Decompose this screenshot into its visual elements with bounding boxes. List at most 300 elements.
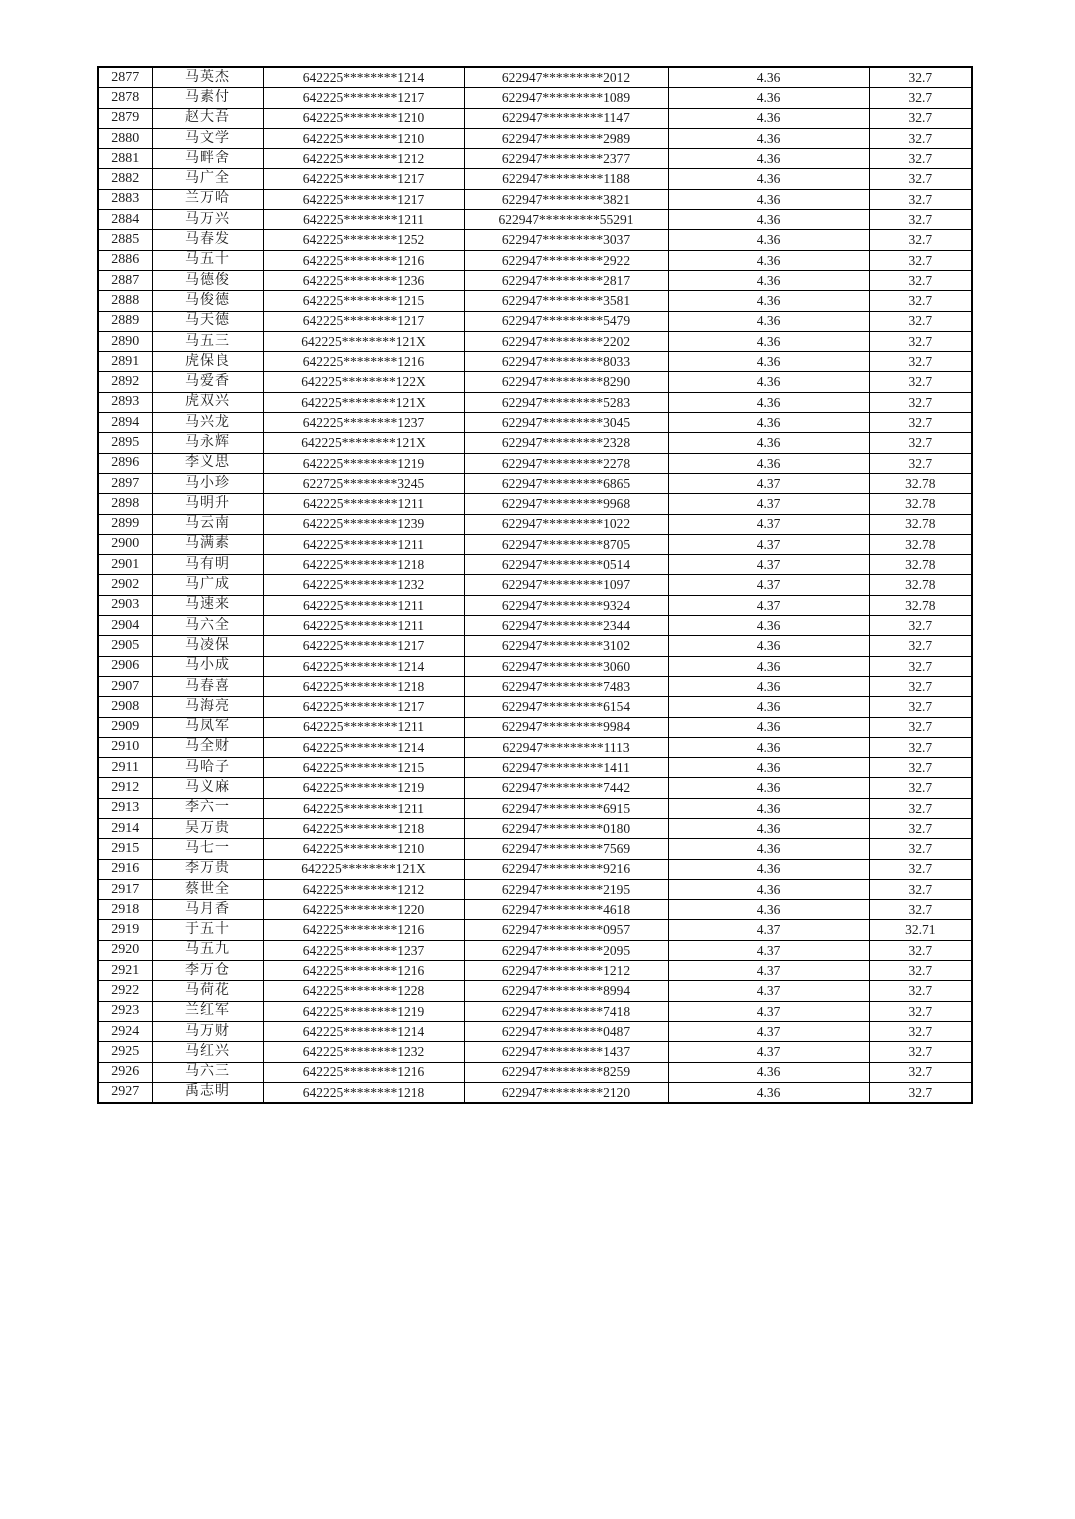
table-row xyxy=(98,900,972,920)
cell-card-number: 622947*********2120 xyxy=(464,1082,668,1103)
cell-value1: 4.36 xyxy=(668,839,869,859)
cell-card-number: 622947*********6915 xyxy=(464,798,668,818)
cell-seq: 2888 xyxy=(98,291,152,311)
cell-id-number: 642225********1237 xyxy=(263,413,464,433)
cell-card-number: 622947*********1188 xyxy=(464,169,668,189)
cell-id-number: 642225********1214 xyxy=(263,67,464,88)
cell-id-number: 642225********1228 xyxy=(263,981,464,1001)
cell-id-number: 642225********1219 xyxy=(263,453,464,473)
cell-name: 马六全 xyxy=(152,616,263,636)
cell-value1: 4.37 xyxy=(668,961,869,981)
cell-card-number: 622947*********2989 xyxy=(464,128,668,148)
cell-value1: 4.37 xyxy=(668,1001,869,1021)
table-row xyxy=(98,128,972,148)
table-row xyxy=(98,210,972,230)
cell-value1: 4.36 xyxy=(668,798,869,818)
cell-card-number: 622947*********3581 xyxy=(464,291,668,311)
cell-value1: 4.37 xyxy=(668,514,869,534)
cell-id-number: 642225********1211 xyxy=(263,494,464,514)
cell-value2: 32.7 xyxy=(869,798,972,818)
cell-value2: 32.7 xyxy=(869,453,972,473)
cell-value1: 4.37 xyxy=(668,981,869,1001)
cell-id-number: 642225********1217 xyxy=(263,311,464,331)
cell-name: 李万仓 xyxy=(152,961,263,981)
table-row xyxy=(98,575,972,595)
cell-value2: 32.7 xyxy=(869,291,972,311)
cell-value2: 32.7 xyxy=(869,1062,972,1082)
cell-value2: 32.7 xyxy=(869,88,972,108)
cell-id-number: 642225********1217 xyxy=(263,697,464,717)
cell-value1: 4.36 xyxy=(668,758,869,778)
cell-value2: 32.7 xyxy=(869,778,972,798)
table-row xyxy=(98,372,972,392)
cell-value2: 32.7 xyxy=(869,128,972,148)
cell-seq: 2918 xyxy=(98,900,152,920)
cell-seq: 2922 xyxy=(98,981,152,1001)
table-row xyxy=(98,758,972,778)
cell-name: 马五十 xyxy=(152,250,263,270)
cell-seq: 2910 xyxy=(98,737,152,757)
cell-card-number: 622947*********1411 xyxy=(464,758,668,778)
cell-id-number: 642225********1216 xyxy=(263,961,464,981)
cell-value2: 32.7 xyxy=(869,839,972,859)
table-row xyxy=(98,67,972,88)
cell-value2: 32.7 xyxy=(869,392,972,412)
cell-seq: 2925 xyxy=(98,1042,152,1062)
cell-card-number: 622947*********5479 xyxy=(464,311,668,331)
cell-seq: 2880 xyxy=(98,128,152,148)
cell-id-number: 642225********1219 xyxy=(263,1001,464,1021)
cell-value1: 4.37 xyxy=(668,534,869,554)
cell-card-number: 622947*********7418 xyxy=(464,1001,668,1021)
cell-seq: 2919 xyxy=(98,920,152,940)
cell-id-number: 642225********1211 xyxy=(263,798,464,818)
cell-id-number: 642225********1217 xyxy=(263,169,464,189)
cell-id-number: 642225********1214 xyxy=(263,656,464,676)
cell-value2: 32.7 xyxy=(869,372,972,392)
table-row xyxy=(98,676,972,696)
cell-value1: 4.36 xyxy=(668,616,869,636)
cell-id-number: 642225********1211 xyxy=(263,717,464,737)
table-row xyxy=(98,940,972,960)
cell-name: 李万贵 xyxy=(152,859,263,879)
cell-value1: 4.36 xyxy=(668,900,869,920)
cell-value1: 4.36 xyxy=(668,270,869,290)
table-row xyxy=(98,798,972,818)
cell-card-number: 622947*********4618 xyxy=(464,900,668,920)
cell-id-number: 642225********1218 xyxy=(263,555,464,575)
cell-id-number: 642225********1216 xyxy=(263,250,464,270)
table-row xyxy=(98,656,972,676)
table-row xyxy=(98,961,972,981)
cell-name: 赵大吾 xyxy=(152,108,263,128)
cell-value1: 4.36 xyxy=(668,717,869,737)
cell-name: 虎双兴 xyxy=(152,392,263,412)
cell-value1: 4.37 xyxy=(668,940,869,960)
cell-id-number: 622725********3245 xyxy=(263,473,464,493)
cell-card-number: 622947*********0957 xyxy=(464,920,668,940)
cell-id-number: 642225********1220 xyxy=(263,900,464,920)
cell-id-number: 642225********1236 xyxy=(263,270,464,290)
table-row xyxy=(98,88,972,108)
table-row xyxy=(98,737,972,757)
table-row xyxy=(98,352,972,372)
cell-name: 马满素 xyxy=(152,534,263,554)
cell-value1: 4.36 xyxy=(668,676,869,696)
cell-name: 马小珍 xyxy=(152,473,263,493)
cell-value1: 4.36 xyxy=(668,413,869,433)
cell-value2: 32.7 xyxy=(869,616,972,636)
table-row xyxy=(98,697,972,717)
cell-value2: 32.7 xyxy=(869,331,972,351)
cell-seq: 2927 xyxy=(98,1082,152,1103)
cell-card-number: 622947*********7442 xyxy=(464,778,668,798)
cell-id-number: 642225********1212 xyxy=(263,879,464,899)
cell-card-number: 622947*********2278 xyxy=(464,453,668,473)
cell-name: 马速来 xyxy=(152,595,263,615)
cell-id-number: 642225********1212 xyxy=(263,149,464,169)
cell-value2: 32.7 xyxy=(869,1082,972,1103)
cell-id-number: 642225********122X xyxy=(263,372,464,392)
cell-id-number: 642225********1219 xyxy=(263,778,464,798)
cell-seq: 2894 xyxy=(98,413,152,433)
cell-value1: 4.36 xyxy=(668,210,869,230)
cell-id-number: 642225********1217 xyxy=(263,189,464,209)
cell-value1: 4.36 xyxy=(668,189,869,209)
cell-card-number: 622947*********3821 xyxy=(464,189,668,209)
cell-name: 马凌保 xyxy=(152,636,263,656)
cell-value2: 32.78 xyxy=(869,595,972,615)
cell-card-number: 622947*********9968 xyxy=(464,494,668,514)
cell-value2: 32.7 xyxy=(869,270,972,290)
cell-seq: 2909 xyxy=(98,717,152,737)
cell-seq: 2923 xyxy=(98,1001,152,1021)
cell-name: 马天德 xyxy=(152,311,263,331)
cell-seq: 2879 xyxy=(98,108,152,128)
cell-id-number: 642225********121X xyxy=(263,433,464,453)
cell-seq: 2906 xyxy=(98,656,152,676)
table-row xyxy=(98,331,972,351)
cell-value1: 4.36 xyxy=(668,636,869,656)
cell-card-number: 622947*********3102 xyxy=(464,636,668,656)
cell-card-number: 622947*********0180 xyxy=(464,818,668,838)
table-row xyxy=(98,514,972,534)
cell-seq: 2884 xyxy=(98,210,152,230)
cell-id-number: 642225********1237 xyxy=(263,940,464,960)
cell-seq: 2886 xyxy=(98,250,152,270)
cell-name: 马有明 xyxy=(152,555,263,575)
cell-value2: 32.7 xyxy=(869,717,972,737)
cell-seq: 2902 xyxy=(98,575,152,595)
cell-id-number: 642225********1216 xyxy=(263,352,464,372)
cell-value1: 4.36 xyxy=(668,291,869,311)
cell-seq: 2881 xyxy=(98,149,152,169)
table-row xyxy=(98,1001,972,1021)
table-body xyxy=(98,67,972,1103)
cell-card-number: 622947*********2377 xyxy=(464,149,668,169)
cell-value2: 32.78 xyxy=(869,555,972,575)
table-row xyxy=(98,291,972,311)
cell-name: 马小成 xyxy=(152,656,263,676)
cell-name: 马广全 xyxy=(152,169,263,189)
cell-value1: 4.36 xyxy=(668,250,869,270)
cell-id-number: 642225********1232 xyxy=(263,1042,464,1062)
cell-name: 虎保良 xyxy=(152,352,263,372)
cell-value2: 32.71 xyxy=(869,920,972,940)
cell-seq: 2890 xyxy=(98,331,152,351)
table-row xyxy=(98,270,972,290)
cell-id-number: 642225********1211 xyxy=(263,616,464,636)
cell-id-number: 642225********1232 xyxy=(263,575,464,595)
cell-id-number: 642225********121X xyxy=(263,331,464,351)
table-row xyxy=(98,879,972,899)
cell-value2: 32.7 xyxy=(869,758,972,778)
cell-value2: 32.7 xyxy=(869,818,972,838)
cell-value2: 32.7 xyxy=(869,940,972,960)
cell-name: 马云南 xyxy=(152,514,263,534)
cell-value2: 32.7 xyxy=(869,108,972,128)
cell-value1: 4.36 xyxy=(668,1062,869,1082)
cell-name: 马七一 xyxy=(152,839,263,859)
cell-value1: 4.36 xyxy=(668,352,869,372)
cell-name: 兰万哈 xyxy=(152,189,263,209)
cell-name: 马哈子 xyxy=(152,758,263,778)
cell-id-number: 642225********1214 xyxy=(263,737,464,757)
cell-id-number: 642225********1215 xyxy=(263,758,464,778)
cell-seq: 2920 xyxy=(98,940,152,960)
cell-value1: 4.36 xyxy=(668,859,869,879)
table-row xyxy=(98,636,972,656)
cell-value2: 32.78 xyxy=(869,494,972,514)
cell-card-number: 622947*********9216 xyxy=(464,859,668,879)
cell-value2: 32.7 xyxy=(869,676,972,696)
cell-card-number: 622947*********8259 xyxy=(464,1062,668,1082)
cell-id-number: 642225********1252 xyxy=(263,230,464,250)
cell-card-number: 622947*********2012 xyxy=(464,67,668,88)
cell-card-number: 622947*********1022 xyxy=(464,514,668,534)
cell-value2: 32.7 xyxy=(869,697,972,717)
cell-card-number: 622947*********8290 xyxy=(464,372,668,392)
cell-id-number: 642225********1239 xyxy=(263,514,464,534)
cell-card-number: 622947*********6865 xyxy=(464,473,668,493)
cell-name: 马万兴 xyxy=(152,210,263,230)
cell-name: 马义麻 xyxy=(152,778,263,798)
cell-seq: 2889 xyxy=(98,311,152,331)
cell-seq: 2885 xyxy=(98,230,152,250)
cell-card-number: 622947*********2922 xyxy=(464,250,668,270)
cell-name: 马英杰 xyxy=(152,67,263,88)
cell-name: 蔡世全 xyxy=(152,879,263,899)
cell-name: 马全财 xyxy=(152,737,263,757)
cell-id-number: 642225********1216 xyxy=(263,920,464,940)
cell-seq: 2916 xyxy=(98,859,152,879)
cell-value2: 32.7 xyxy=(869,230,972,250)
cell-value2: 32.7 xyxy=(869,149,972,169)
cell-value2: 32.7 xyxy=(869,169,972,189)
cell-card-number: 622947*********7569 xyxy=(464,839,668,859)
table-row xyxy=(98,981,972,1001)
cell-name: 马明升 xyxy=(152,494,263,514)
cell-seq: 2917 xyxy=(98,879,152,899)
table-row xyxy=(98,778,972,798)
cell-value1: 4.36 xyxy=(668,1082,869,1103)
cell-card-number: 622947*********1089 xyxy=(464,88,668,108)
table-row xyxy=(98,433,972,453)
cell-value1: 4.36 xyxy=(668,149,869,169)
table-row xyxy=(98,311,972,331)
cell-seq: 2899 xyxy=(98,514,152,534)
cell-card-number: 622947*********5283 xyxy=(464,392,668,412)
cell-card-number: 622947*********0514 xyxy=(464,555,668,575)
cell-value2: 32.7 xyxy=(869,250,972,270)
cell-card-number: 622947*********8994 xyxy=(464,981,668,1001)
cell-value1: 4.36 xyxy=(668,818,869,838)
cell-id-number: 642225********1210 xyxy=(263,108,464,128)
cell-value1: 4.36 xyxy=(668,311,869,331)
cell-value1: 4.37 xyxy=(668,595,869,615)
cell-name: 马凤军 xyxy=(152,717,263,737)
cell-card-number: 622947*********2817 xyxy=(464,270,668,290)
cell-card-number: 622947*********55291 xyxy=(464,210,668,230)
cell-value2: 32.7 xyxy=(869,981,972,1001)
cell-value1: 4.36 xyxy=(668,879,869,899)
cell-value2: 32.7 xyxy=(869,352,972,372)
table-row xyxy=(98,473,972,493)
cell-card-number: 622947*********3045 xyxy=(464,413,668,433)
cell-card-number: 622947*********3037 xyxy=(464,230,668,250)
cell-seq: 2926 xyxy=(98,1062,152,1082)
cell-name: 马荷花 xyxy=(152,981,263,1001)
cell-id-number: 642225********1218 xyxy=(263,676,464,696)
table-row xyxy=(98,595,972,615)
cell-value2: 32.7 xyxy=(869,67,972,88)
cell-card-number: 622947*********2344 xyxy=(464,616,668,636)
cell-value2: 32.7 xyxy=(869,737,972,757)
table-row xyxy=(98,392,972,412)
cell-name: 马五三 xyxy=(152,331,263,351)
table-row xyxy=(98,453,972,473)
cell-value1: 4.37 xyxy=(668,575,869,595)
cell-id-number: 642225********1215 xyxy=(263,291,464,311)
cell-seq: 2896 xyxy=(98,453,152,473)
cell-value2: 32.7 xyxy=(869,961,972,981)
cell-name: 马畔舍 xyxy=(152,149,263,169)
cell-value1: 4.37 xyxy=(668,473,869,493)
cell-seq: 2903 xyxy=(98,595,152,615)
table-row xyxy=(98,717,972,737)
table-row xyxy=(98,859,972,879)
cell-seq: 2897 xyxy=(98,473,152,493)
table-row xyxy=(98,189,972,209)
cell-value2: 32.78 xyxy=(869,514,972,534)
cell-id-number: 642225********1210 xyxy=(263,839,464,859)
cell-card-number: 622947*********2202 xyxy=(464,331,668,351)
cell-seq: 2912 xyxy=(98,778,152,798)
cell-seq: 2900 xyxy=(98,534,152,554)
cell-value2: 32.7 xyxy=(869,210,972,230)
cell-name: 马爱香 xyxy=(152,372,263,392)
cell-value2: 32.7 xyxy=(869,900,972,920)
cell-value2: 32.78 xyxy=(869,534,972,554)
cell-value2: 32.7 xyxy=(869,1042,972,1062)
cell-value1: 4.37 xyxy=(668,920,869,940)
cell-seq: 2901 xyxy=(98,555,152,575)
cell-value2: 32.7 xyxy=(869,413,972,433)
cell-seq: 2893 xyxy=(98,392,152,412)
cell-value2: 32.7 xyxy=(869,859,972,879)
cell-name: 马素付 xyxy=(152,88,263,108)
table-row xyxy=(98,534,972,554)
cell-seq: 2924 xyxy=(98,1021,152,1041)
cell-card-number: 622947*********8705 xyxy=(464,534,668,554)
table-row xyxy=(98,1042,972,1062)
cell-id-number: 642225********1218 xyxy=(263,1082,464,1103)
cell-seq: 2892 xyxy=(98,372,152,392)
cell-seq: 2883 xyxy=(98,189,152,209)
cell-id-number: 642225********1217 xyxy=(263,88,464,108)
cell-name: 马六三 xyxy=(152,1062,263,1082)
cell-value2: 32.7 xyxy=(869,656,972,676)
cell-card-number: 622947*********6154 xyxy=(464,697,668,717)
cell-value2: 32.7 xyxy=(869,636,972,656)
cell-seq: 2921 xyxy=(98,961,152,981)
cell-seq: 2904 xyxy=(98,616,152,636)
cell-name: 马月香 xyxy=(152,900,263,920)
table-row xyxy=(98,1062,972,1082)
table-row xyxy=(98,230,972,250)
cell-name: 马德俊 xyxy=(152,270,263,290)
table-row xyxy=(98,920,972,940)
cell-name: 马兴龙 xyxy=(152,413,263,433)
cell-card-number: 622947*********8033 xyxy=(464,352,668,372)
cell-seq: 2887 xyxy=(98,270,152,290)
table-row xyxy=(98,1021,972,1041)
cell-value1: 4.36 xyxy=(668,331,869,351)
cell-name: 马红兴 xyxy=(152,1042,263,1062)
table-row xyxy=(98,839,972,859)
cell-name: 马俊德 xyxy=(152,291,263,311)
cell-name: 吴万贵 xyxy=(152,818,263,838)
cell-value1: 4.37 xyxy=(668,494,869,514)
cell-name: 马永辉 xyxy=(152,433,263,453)
cell-name: 兰红军 xyxy=(152,1001,263,1021)
cell-id-number: 642225********1214 xyxy=(263,1021,464,1041)
cell-id-number: 642225********1217 xyxy=(263,636,464,656)
cell-card-number: 622947*********2095 xyxy=(464,940,668,960)
table-row xyxy=(98,494,972,514)
table-row xyxy=(98,1082,972,1103)
cell-id-number: 642225********1216 xyxy=(263,1062,464,1082)
cell-card-number: 622947*********7483 xyxy=(464,676,668,696)
cell-id-number: 642225********1210 xyxy=(263,128,464,148)
cell-name: 马万财 xyxy=(152,1021,263,1041)
table-row xyxy=(98,413,972,433)
cell-seq: 2911 xyxy=(98,758,152,778)
cell-card-number: 622947*********1147 xyxy=(464,108,668,128)
table-row xyxy=(98,149,972,169)
table-row xyxy=(98,616,972,636)
cell-value2: 32.78 xyxy=(869,473,972,493)
cell-card-number: 622947*********1212 xyxy=(464,961,668,981)
cell-seq: 2907 xyxy=(98,676,152,696)
cell-value1: 4.36 xyxy=(668,169,869,189)
cell-value2: 32.7 xyxy=(869,189,972,209)
cell-value1: 4.36 xyxy=(668,433,869,453)
beneficiary-table xyxy=(97,66,973,1104)
cell-id-number: 642225********1218 xyxy=(263,818,464,838)
cell-seq: 2898 xyxy=(98,494,152,514)
cell-name: 马春发 xyxy=(152,230,263,250)
